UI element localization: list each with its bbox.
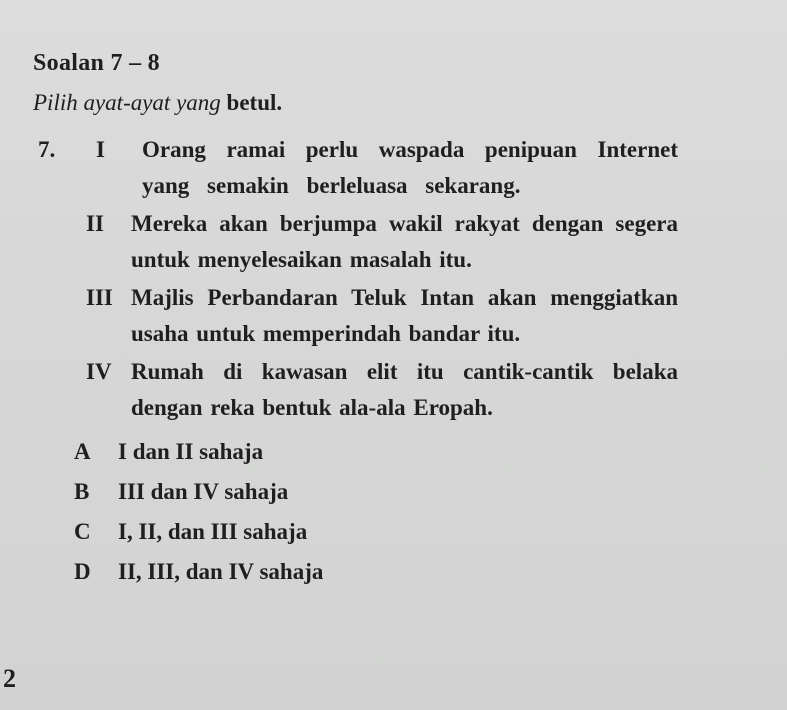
statement-text: Majlis Perbandaran Teluk Intan akan menggiatkan usaha untuk memperindah bandar itu. — [131, 285, 678, 346]
statement-numeral: II — [86, 211, 104, 236]
statement-iii — [86, 280, 678, 352]
option-b[interactable] — [74, 472, 678, 512]
instruction-emphasis: betul. — [226, 90, 283, 115]
statement-numeral: I — [96, 137, 105, 162]
statement-i — [86, 132, 678, 204]
statement-ii — [86, 206, 678, 278]
answer-options — [74, 432, 678, 592]
option-letter: A — [74, 439, 91, 464]
option-a[interactable] — [74, 432, 678, 472]
page-number: 2 — [3, 664, 16, 693]
section-heading: Soalan 7 – 8 — [33, 50, 160, 76]
section-header — [33, 46, 733, 120]
statement-text: Orang ramai perlu waspada penipuan Internet yang semakin berleluasa sekarang. — [142, 137, 678, 198]
statement-text: Rumah di kawasan elit itu cantik-cantik belaka dengan reka bentuk ala-ala Eropah. — [131, 359, 678, 420]
option-letter: B — [74, 479, 90, 504]
instruction-text: Pilih ayat-ayat yang — [33, 90, 221, 115]
option-letter: C — [74, 519, 91, 544]
question-number: 7. — [38, 137, 56, 162]
option-d[interactable] — [74, 552, 678, 592]
question-7 — [38, 132, 678, 592]
option-letter: D — [74, 559, 91, 584]
option-text: III dan IV sahaja — [118, 479, 289, 504]
instruction-line — [33, 86, 733, 120]
option-text: II, III, dan IV sahaja — [118, 559, 324, 584]
option-text: I dan II sahaja — [118, 439, 264, 464]
option-text: I, II, dan III sahaja — [118, 519, 308, 544]
option-c[interactable] — [74, 512, 678, 552]
statement-numeral: IV — [86, 359, 112, 384]
statement-text: Mereka akan berjumpa wakil rakyat dengan segera untuk menyelesaikan masalah itu. — [131, 211, 678, 272]
statement-iv — [86, 354, 678, 426]
question-statements — [38, 132, 678, 426]
statement-numeral: III — [86, 285, 113, 310]
